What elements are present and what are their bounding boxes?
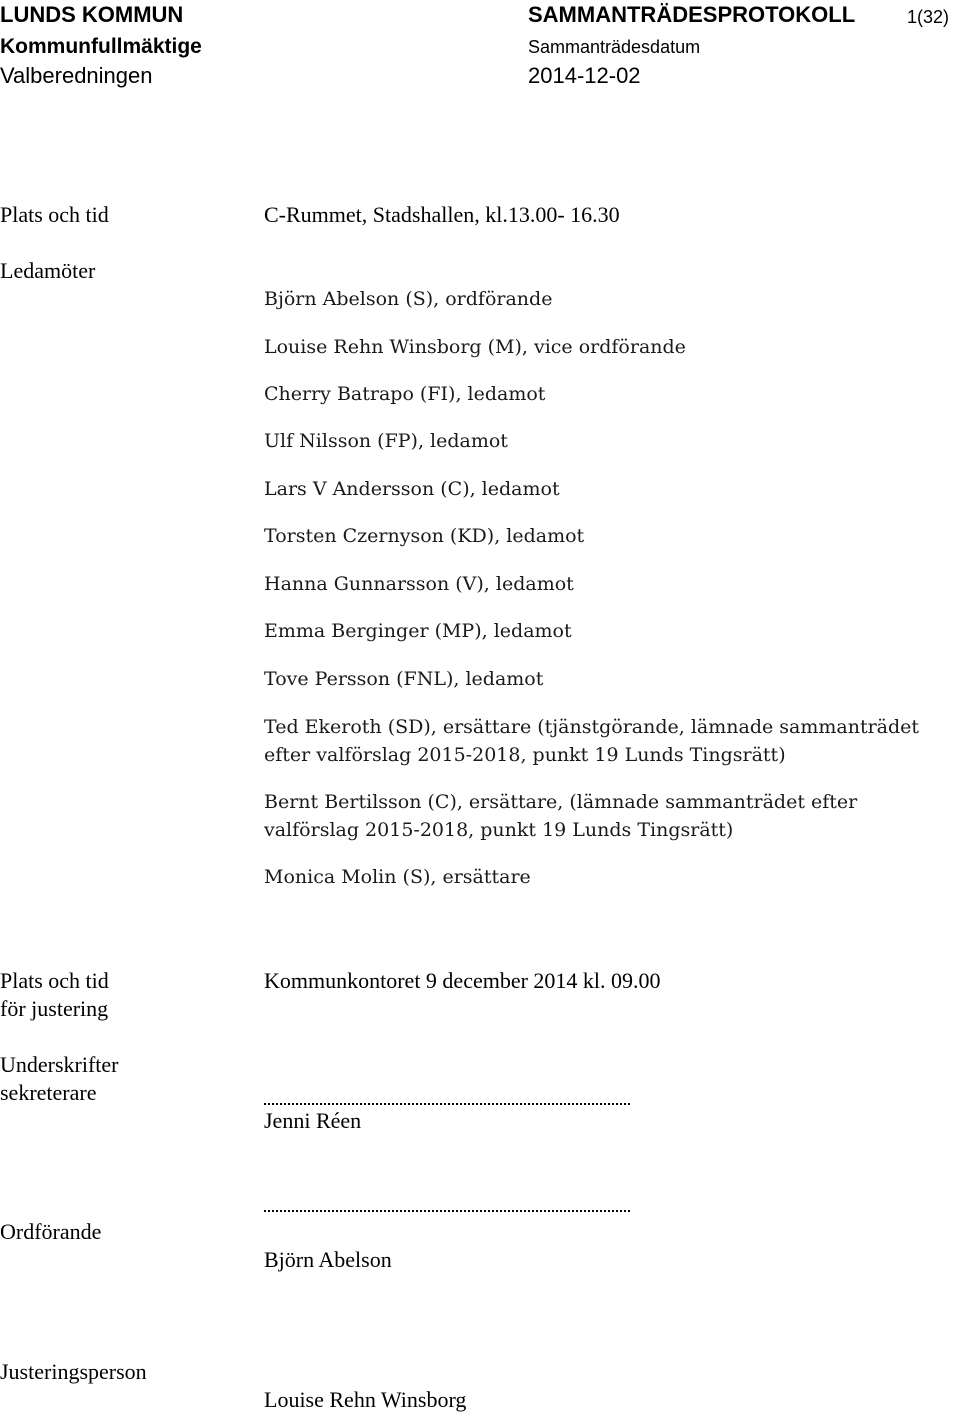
secretary-signature-line xyxy=(264,1103,630,1105)
org-name: LUNDS KOMMUN xyxy=(0,2,184,27)
date-label: Sammanträdesdatum xyxy=(528,37,701,57)
member-item: Louise Rehn Winsborg (M), vice ordförande xyxy=(264,336,686,358)
member-item: Cherry Batrapo (FI), ledamot xyxy=(264,383,546,405)
member-item: Tove Persson (FNL), ledamot xyxy=(264,668,544,690)
member-item: Ted Ekeroth (SD), ersättare (tjänstgörande, lämnade sammanträdet xyxy=(264,716,920,738)
member-item: Emma Berginger (MP), ledamot xyxy=(264,620,572,642)
page-number: 1(32) xyxy=(907,7,950,27)
member-item: Bernt Bertilsson (C), ersättare, (lämnade sammanträdet efter xyxy=(264,791,858,813)
adjuster-label: Justeringsperson xyxy=(0,1359,147,1384)
committee-name: Valberedningen xyxy=(0,63,153,88)
chair-name: Björn Abelson xyxy=(264,1247,392,1272)
document-type: SAMMANTRÄDESPROTOKOLL xyxy=(528,2,856,27)
meeting-date: 2014-12-02 xyxy=(528,63,641,88)
place-value: C-Rummet, Stadshallen, kl.13.00- 16.30 xyxy=(264,202,620,227)
chair-signature-line xyxy=(264,1210,630,1212)
chair-label: Ordförande xyxy=(0,1219,102,1244)
member-item: Ulf Nilsson (FP), ledamot xyxy=(264,430,508,452)
justering-label-2: för justering xyxy=(0,996,109,1021)
place-label: Plats och tid xyxy=(0,202,109,227)
secretary-label: sekreterare xyxy=(0,1080,97,1105)
member-item: Lars V Andersson (C), ledamot xyxy=(264,478,560,500)
member-item: Torsten Czernyson (KD), ledamot xyxy=(264,525,585,547)
signatures-label: Underskrifter xyxy=(0,1052,119,1077)
secretary-name: Jenni Réen xyxy=(264,1108,362,1133)
members-label: Ledamöter xyxy=(0,258,96,283)
member-item: Björn Abelson (S), ordförande xyxy=(264,288,553,310)
board-name: Kommunfullmäktige xyxy=(0,35,202,58)
member-item: valförslag 2015-2018, punkt 19 Lunds Tingsrätt) xyxy=(264,819,734,841)
adjuster-name: Louise Rehn Winsborg xyxy=(264,1387,467,1412)
justering-value: Kommunkontoret 9 december 2014 kl. 09.00 xyxy=(264,968,661,993)
member-item: efter valförslag 2015-2018, punkt 19 Lunds Tingsrätt) xyxy=(264,744,786,766)
member-item: Hanna Gunnarsson (V), ledamot xyxy=(264,573,574,595)
member-item: Monica Molin (S), ersättare xyxy=(264,866,531,888)
justering-label: Plats och tid xyxy=(0,968,109,993)
